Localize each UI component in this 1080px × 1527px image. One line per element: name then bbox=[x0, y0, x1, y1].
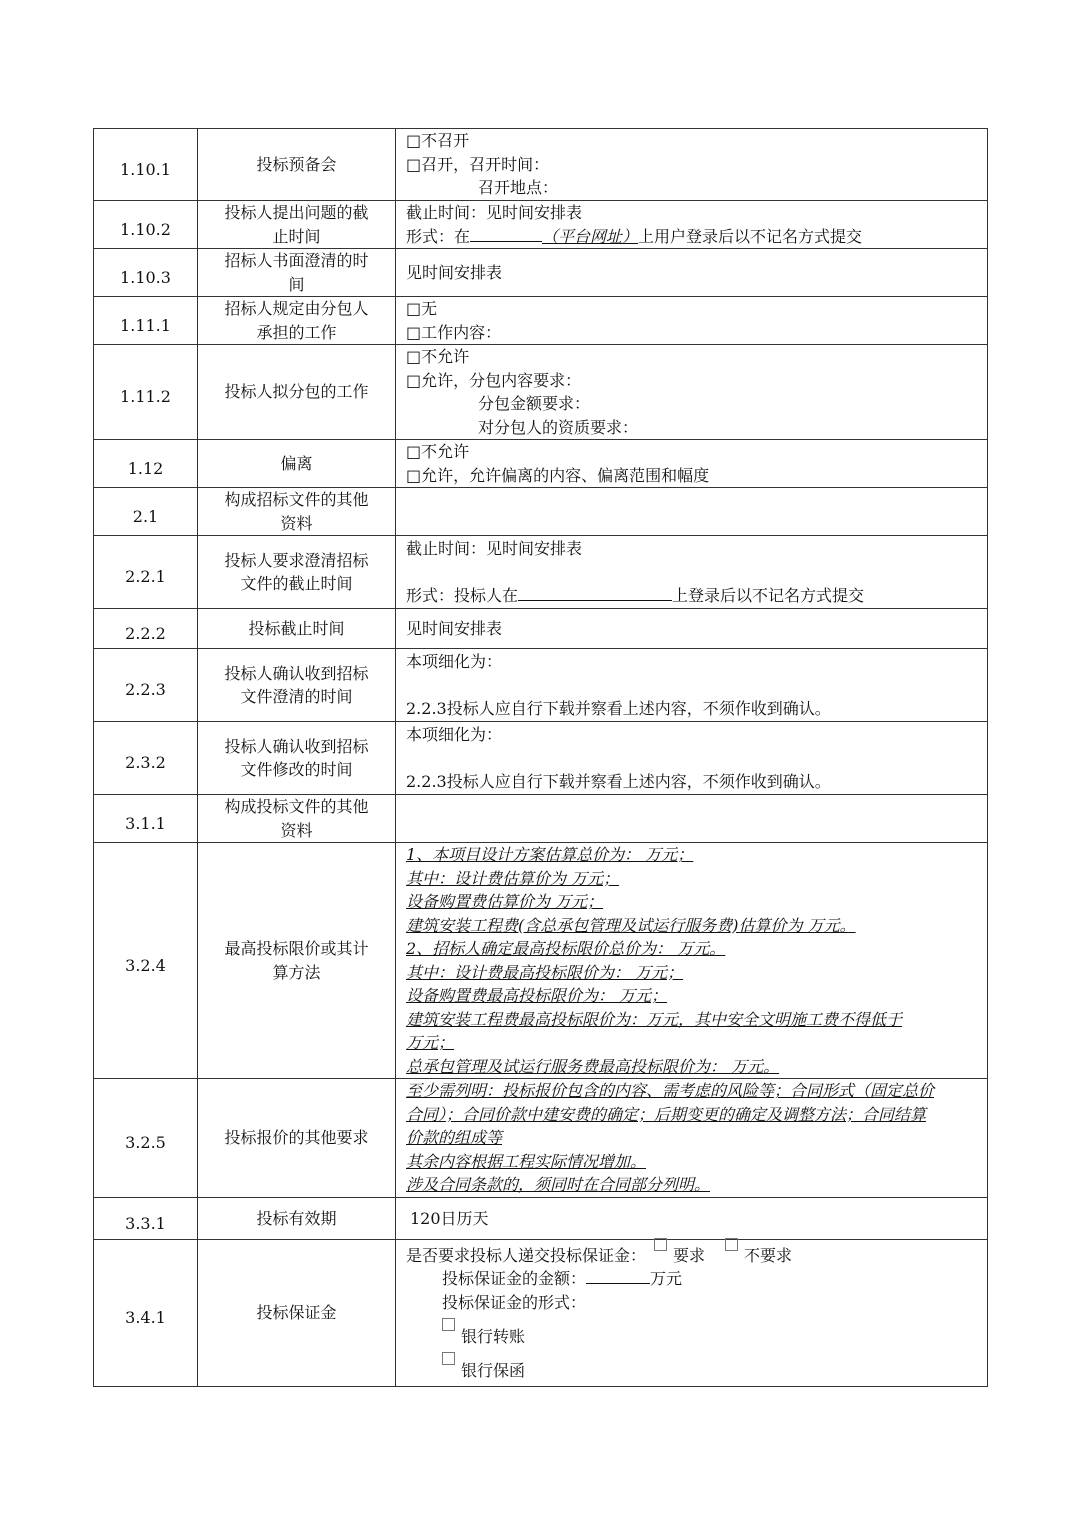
requirement-line: 合同）；合同价款中建安费的确定；后期变更的确定及调整方法；合同结算 bbox=[406, 1104, 927, 1124]
item-text: 算方法 bbox=[272, 962, 321, 982]
table-row bbox=[94, 129, 988, 201]
option-line: □召开，召开时间： bbox=[406, 154, 550, 174]
clause-number: 3.4.1 bbox=[94, 1240, 198, 1387]
option-line: □工作内容： bbox=[406, 322, 502, 342]
item-text: 最高投标限价或其计 bbox=[224, 939, 369, 958]
require-option bbox=[654, 1244, 705, 1268]
clause-content bbox=[396, 1198, 988, 1240]
item-text: 投标保证金 bbox=[256, 1303, 337, 1323]
table-row bbox=[94, 795, 988, 843]
table-row bbox=[94, 249, 988, 297]
item-text: 文件的截止时间 bbox=[240, 574, 353, 593]
bank-guarantee-option bbox=[406, 1348, 977, 1382]
item-text: 投标截止时间 bbox=[248, 618, 345, 638]
option-line: 分包金额要求： bbox=[478, 394, 591, 413]
item-text: 投标预备会 bbox=[256, 154, 337, 174]
price-line: 总承包管理及试运行服务费最高投标限价为： 万元。 bbox=[406, 1056, 780, 1076]
item-text: 投标报价的其他要求 bbox=[224, 1128, 369, 1148]
clause-item bbox=[198, 297, 396, 345]
content-text: 上登录后以不记名方式提交 bbox=[672, 585, 865, 605]
bank-guarantee-label: 银行保函 bbox=[461, 1361, 526, 1381]
clause-content bbox=[396, 297, 988, 345]
requirement-line: 至少需列明：投标报价包含的内容、需考虑的风险等；合同形式（固定总价 bbox=[406, 1081, 935, 1101]
bank-transfer-option bbox=[406, 1314, 977, 1348]
clause-number: 2.3.2 bbox=[94, 722, 198, 795]
clause-number: 2.2.3 bbox=[94, 649, 198, 722]
clause-content bbox=[396, 1079, 988, 1198]
option-line: □不允许 bbox=[406, 442, 470, 461]
price-line: 设备购置费最高投标限价为： 万元； bbox=[406, 986, 668, 1005]
clause-item bbox=[198, 1240, 396, 1387]
content-line: 截止时间：见时间安排表 bbox=[406, 539, 583, 558]
clause-content bbox=[396, 488, 988, 536]
table-row bbox=[94, 345, 988, 440]
item-text: 招标人书面澄清的时 bbox=[224, 251, 369, 270]
clause-content bbox=[396, 345, 988, 440]
deposit-amount-blank[interactable] bbox=[586, 1267, 650, 1284]
option-line: □无 bbox=[406, 299, 438, 318]
item-text: 止时间 bbox=[272, 226, 321, 246]
table-row bbox=[94, 1079, 988, 1198]
item-text: 招标人规定由分包人 bbox=[224, 299, 369, 318]
clause-item bbox=[198, 488, 396, 536]
not-require-label: 不要求 bbox=[744, 1245, 793, 1265]
price-line: 其中：设计费估算价为 万元； bbox=[406, 868, 620, 888]
clause-number: 1.11.2 bbox=[94, 345, 198, 440]
content-line: 本项细化为： bbox=[406, 725, 503, 744]
item-text: 构成投标文件的其他 bbox=[224, 797, 369, 816]
clause-item bbox=[198, 722, 396, 795]
spacer bbox=[406, 561, 977, 584]
clause-content bbox=[396, 609, 988, 649]
clause-number: 1.12 bbox=[94, 440, 198, 488]
price-line: 其中：设计费最高投标限价为： 万元； bbox=[406, 962, 684, 982]
spacer bbox=[406, 674, 977, 697]
content-text: 形式：在 bbox=[406, 226, 471, 246]
option-line: 对分包人的资质要求： bbox=[478, 417, 639, 437]
clause-number: 3.2.4 bbox=[94, 843, 198, 1079]
content-line: 2.2.3投标人应自行下载并察看上述内容，不须作收到确认。 bbox=[406, 771, 831, 791]
item-text: 投标人确认收到招标 bbox=[224, 736, 369, 756]
item-text: 文件澄清的时间 bbox=[240, 687, 353, 706]
clause-item bbox=[198, 440, 396, 488]
table-row bbox=[94, 488, 988, 536]
deposit-amount-unit: 万元 bbox=[650, 1269, 683, 1289]
clause-content bbox=[396, 843, 988, 1079]
table-row bbox=[94, 722, 988, 795]
clause-number: 1.10.2 bbox=[94, 201, 198, 249]
deposit-required-line bbox=[406, 1244, 977, 1268]
require-label: 要求 bbox=[673, 1245, 706, 1265]
tender-data-table bbox=[93, 128, 988, 1387]
table-row bbox=[94, 1198, 988, 1240]
deposit-form-line: 投标保证金的形式： bbox=[442, 1292, 587, 1312]
price-line: 建筑安装工程费最高投标限价为：万元，其中安全文明施工费不得低于 bbox=[406, 1009, 903, 1029]
requirement-line: 涉及合同条款的，须同时在合同部分列明。 bbox=[406, 1175, 711, 1195]
clause-item bbox=[198, 1079, 396, 1198]
content-line bbox=[406, 225, 977, 249]
item-text: 偏离 bbox=[280, 453, 313, 473]
clause-item bbox=[198, 249, 396, 297]
table-row bbox=[94, 609, 988, 649]
deposit-amount-label: 投标保证金的金额： bbox=[442, 1269, 587, 1289]
item-text: 资料 bbox=[280, 513, 313, 533]
clause-number: 3.3.1 bbox=[94, 1198, 198, 1240]
price-line: 建筑安装工程费(含总承包管理及试运行服务费)估算价为 万元。 bbox=[406, 915, 856, 935]
deposit-amount-line bbox=[406, 1267, 977, 1291]
clause-content bbox=[396, 536, 988, 609]
price-line: 设备购置费估算价为 万元； bbox=[406, 892, 604, 911]
not-require-checkbox[interactable] bbox=[725, 1238, 738, 1251]
clause-item bbox=[198, 649, 396, 722]
table-row bbox=[94, 649, 988, 722]
clause-content bbox=[396, 249, 988, 297]
item-text: 承担的工作 bbox=[256, 322, 337, 342]
clause-number: 3.1.1 bbox=[94, 795, 198, 843]
bank-transfer-checkbox[interactable] bbox=[442, 1318, 455, 1331]
fill-blank[interactable] bbox=[470, 225, 542, 242]
table-row bbox=[94, 201, 988, 249]
clause-content bbox=[396, 440, 988, 488]
clause-item bbox=[198, 536, 396, 609]
clause-content bbox=[396, 129, 988, 201]
requirement-line: 价款的组成等 bbox=[406, 1128, 503, 1148]
table-row bbox=[94, 1240, 988, 1387]
clause-content bbox=[396, 722, 988, 795]
item-text: 文件修改的时间 bbox=[240, 760, 353, 779]
bank-guarantee-checkbox[interactable] bbox=[442, 1352, 455, 1365]
content-line: 2.2.3投标人应自行下载并察看上述内容，不须作收到确认。 bbox=[406, 698, 831, 718]
clause-number: 3.2.5 bbox=[94, 1079, 198, 1198]
require-checkbox[interactable] bbox=[654, 1238, 667, 1251]
clause-item bbox=[198, 1198, 396, 1240]
item-text: 投标人要求澄清招标 bbox=[224, 550, 369, 570]
not-require-option bbox=[725, 1244, 792, 1268]
item-text: 投标人提出问题的截 bbox=[224, 203, 369, 222]
content-line: 120日历天 bbox=[410, 1208, 489, 1228]
clause-item bbox=[198, 129, 396, 201]
option-line: □允许，分包内容要求： bbox=[406, 370, 582, 390]
price-line: 2、招标人确定最高投标限价总价为： 万元。 bbox=[406, 939, 726, 958]
item-text: 间 bbox=[288, 274, 305, 294]
clause-number: 2.1 bbox=[94, 488, 198, 536]
clause-number: 1.10.1 bbox=[94, 129, 198, 201]
fill-blank[interactable] bbox=[518, 584, 672, 601]
platform-url-label: （平台网址） bbox=[542, 226, 639, 246]
clause-number: 2.2.2 bbox=[94, 609, 198, 649]
item-text: 投标人确认收到招标 bbox=[224, 663, 369, 683]
clause-content bbox=[396, 201, 988, 249]
table-row bbox=[94, 536, 988, 609]
clause-item bbox=[198, 201, 396, 249]
content-line: 见时间安排表 bbox=[406, 618, 503, 638]
spacer bbox=[406, 747, 977, 770]
table-row bbox=[94, 440, 988, 488]
content-line: 本项细化为： bbox=[406, 652, 503, 671]
option-line: □不召开 bbox=[406, 131, 470, 151]
clause-content bbox=[396, 795, 988, 843]
table-row bbox=[94, 297, 988, 345]
option-line: □允许，允许偏离的内容、偏离范围和幅度 bbox=[406, 465, 710, 485]
option-line: □不允许 bbox=[406, 347, 470, 366]
item-text: 投标有效期 bbox=[256, 1208, 337, 1228]
option-line: 召开地点： bbox=[478, 178, 559, 198]
requirement-line: 其余内容根据工程实际情况增加。 bbox=[406, 1151, 647, 1171]
content-line: 见时间安排表 bbox=[406, 262, 503, 282]
content-line: 截止时间：见时间安排表 bbox=[406, 203, 583, 222]
content-text: 形式：投标人在 bbox=[406, 585, 519, 605]
clause-item bbox=[198, 609, 396, 649]
bank-transfer-label: 银行转账 bbox=[461, 1327, 526, 1347]
clause-number: 2.2.1 bbox=[94, 536, 198, 609]
deposit-question: 是否要求投标人递交投标保证金： bbox=[406, 1245, 647, 1265]
price-line: 万元； bbox=[406, 1033, 455, 1052]
item-text: 构成招标文件的其他 bbox=[224, 490, 369, 509]
clause-item bbox=[198, 843, 396, 1079]
item-text: 资料 bbox=[280, 820, 313, 840]
content-line bbox=[406, 584, 977, 608]
clause-number: 1.11.1 bbox=[94, 297, 198, 345]
item-text: 投标人拟分包的工作 bbox=[224, 382, 369, 402]
price-line: 1、本项目设计方案估算总价为： 万元； bbox=[406, 845, 694, 864]
clause-item bbox=[198, 345, 396, 440]
clause-item bbox=[198, 795, 396, 843]
content-text: 上用户登录后以不记名方式提交 bbox=[638, 226, 863, 246]
table-row bbox=[94, 843, 988, 1079]
clause-content bbox=[396, 649, 988, 722]
clause-number: 1.10.3 bbox=[94, 249, 198, 297]
clause-content bbox=[396, 1240, 988, 1387]
